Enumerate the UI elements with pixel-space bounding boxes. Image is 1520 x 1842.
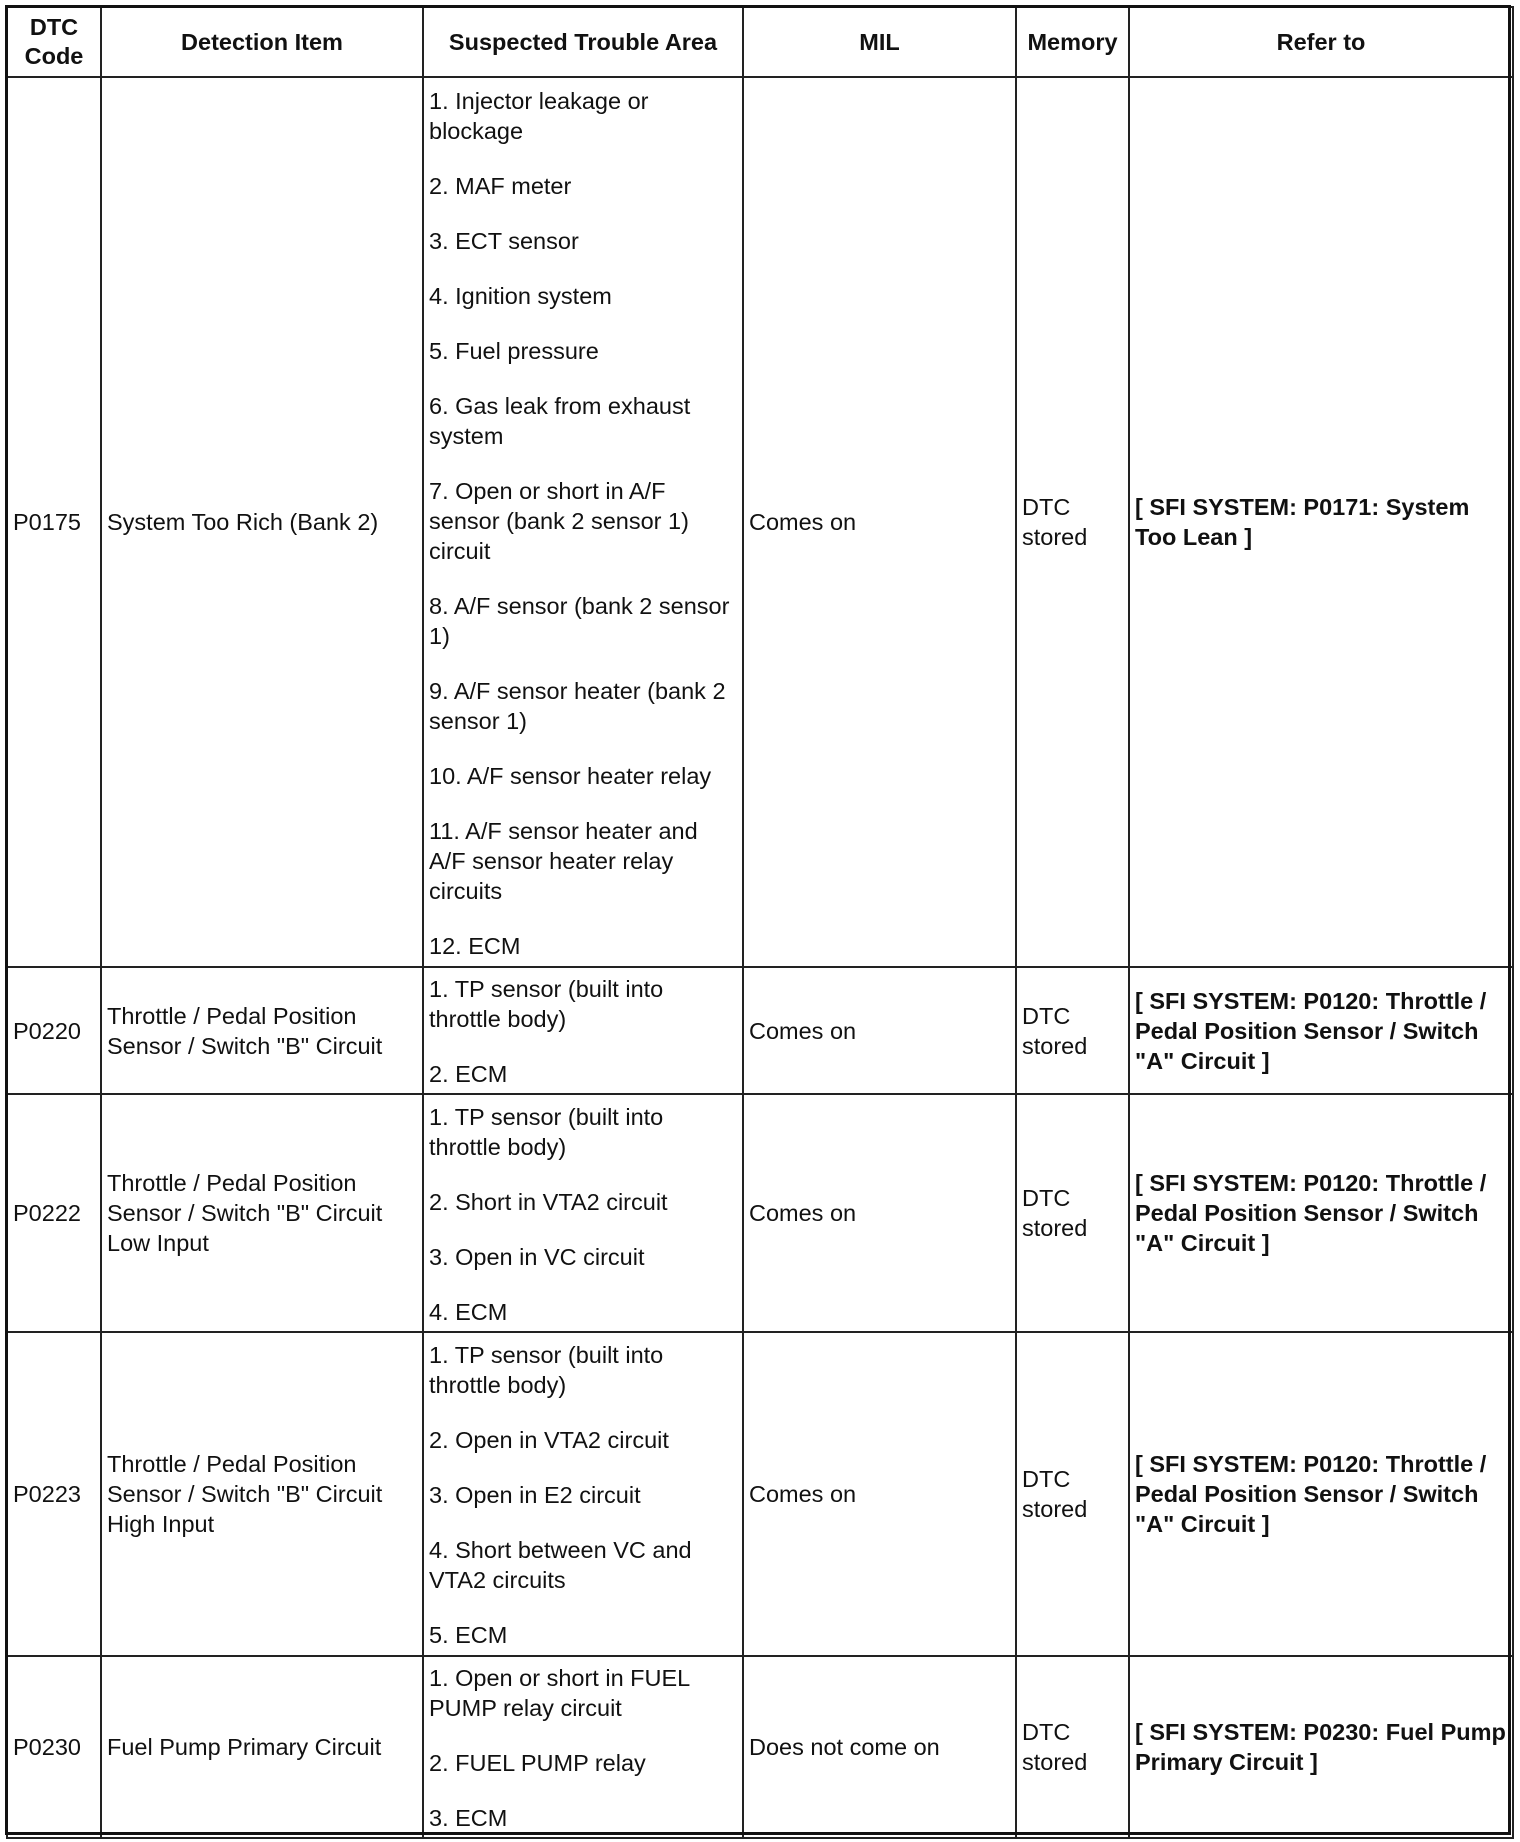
header-detection-item: Detection Item — [101, 7, 423, 77]
detection-item-cell: System Too Rich (Bank 2) — [101, 77, 423, 967]
mil-cell: Comes on — [743, 77, 1016, 967]
list-item: 11. A/F sensor heater and A/F sensor heater relay circuits — [429, 817, 698, 904]
list-item: 8. A/F sensor (bank 2 sensor 1) — [429, 592, 730, 649]
table-body — [7, 77, 1513, 1838]
refer-to-link[interactable]: [ SFI SYSTEM: P0120: Throttle / Pedal Position Sensor / Switch "A" Circuit ] — [1129, 1094, 1513, 1332]
list-item: 6. Gas leak from exhaust system — [429, 392, 691, 449]
suspected-area-list — [429, 1334, 737, 1654]
suspected-area-cell — [423, 1656, 743, 1838]
header-mil: MIL — [743, 7, 1016, 77]
list-item: 2. Short in VTA2 circuit — [429, 1188, 668, 1215]
header-memory: Memory — [1016, 7, 1129, 77]
list-item: 5. Fuel pressure — [429, 337, 599, 364]
dtc-table — [6, 6, 1514, 1839]
suspected-area-list — [429, 80, 737, 965]
table-row — [7, 77, 1513, 967]
header-refer-to: Refer to — [1129, 7, 1513, 77]
suspected-area-cell — [423, 1332, 743, 1656]
suspected-area-list — [429, 1657, 737, 1837]
suspected-area-list — [429, 968, 737, 1093]
memory-cell: DTC stored — [1016, 1332, 1129, 1656]
list-item: 5. ECM — [429, 1622, 508, 1648]
list-item: 3. ECM — [429, 1805, 508, 1831]
list-item: 3. Open in VC circuit — [429, 1243, 645, 1270]
header-suspected-trouble-area: Suspected Trouble Area — [423, 7, 743, 77]
list-item: 1. TP sensor (built into throttle body) — [429, 1342, 664, 1398]
suspected-area-cell — [423, 1094, 743, 1332]
list-item: 7. Open or short in A/F sensor (bank 2 sensor 1) circuit — [429, 477, 689, 564]
list-item: 3. Open in E2 circuit — [429, 1482, 641, 1508]
table-row — [7, 1094, 1513, 1332]
list-item: 2. ECM — [429, 1061, 508, 1087]
table-row — [7, 967, 1513, 1094]
dtc-code-cell: P0223 — [7, 1332, 101, 1656]
detection-item-cell: Throttle / Pedal Position Sensor / Switch "B" Circuit — [101, 967, 423, 1094]
detection-item-cell: Fuel Pump Primary Circuit — [101, 1656, 423, 1838]
memory-cell: DTC stored — [1016, 1094, 1129, 1332]
mil-cell: Comes on — [743, 1332, 1016, 1656]
mil-cell: Comes on — [743, 967, 1016, 1094]
dtc-code-cell: P0175 — [7, 77, 101, 967]
header-row — [7, 7, 1513, 77]
detection-item-cell: Throttle / Pedal Position Sensor / Switch "B" Circuit High Input — [101, 1332, 423, 1656]
list-item: 2. MAF meter — [429, 172, 572, 199]
list-item: 1. TP sensor (built into throttle body) — [429, 1103, 664, 1160]
refer-to-link[interactable]: [ SFI SYSTEM: P0120: Throttle / Pedal Position Sensor / Switch "A" Circuit ] — [1129, 967, 1513, 1094]
list-item: 10. A/F sensor heater relay — [429, 762, 712, 789]
dtc-code-cell: P0220 — [7, 967, 101, 1094]
header-dtc-code: DTC Code — [7, 7, 101, 77]
list-item: 1. TP sensor (built into throttle body) — [429, 976, 664, 1032]
list-item: 2. FUEL PUMP relay — [429, 1750, 646, 1776]
list-item: 12. ECM — [429, 932, 521, 959]
refer-to-link[interactable]: [ SFI SYSTEM: P0120: Throttle / Pedal Position Sensor / Switch "A" Circuit ] — [1129, 1332, 1513, 1656]
detection-item-cell: Throttle / Pedal Position Sensor / Switch "B" Circuit Low Input — [101, 1094, 423, 1332]
dtc-code-cell: P0222 — [7, 1094, 101, 1332]
table-row — [7, 1332, 1513, 1656]
suspected-area-list — [429, 1096, 737, 1331]
list-item: 2. Open in VTA2 circuit — [429, 1427, 669, 1453]
list-item: 3. ECT sensor — [429, 227, 579, 254]
refer-to-link[interactable]: [ SFI SYSTEM: P0230: Fuel Pump Primary Circuit ] — [1129, 1656, 1513, 1838]
table-row — [7, 1656, 1513, 1838]
list-item: 4. Short between VC and VTA2 circuits — [429, 1537, 692, 1593]
refer-to-link[interactable]: [ SFI SYSTEM: P0171: System Too Lean ] — [1129, 77, 1513, 967]
memory-cell: DTC stored — [1016, 77, 1129, 967]
mil-cell: Comes on — [743, 1094, 1016, 1332]
table-header — [7, 7, 1513, 77]
memory-cell: DTC stored — [1016, 1656, 1129, 1838]
list-item: 4. Ignition system — [429, 282, 612, 309]
list-item: 1. Injector leakage or blockage — [429, 87, 649, 144]
list-item: 4. ECM — [429, 1298, 508, 1325]
suspected-area-cell — [423, 967, 743, 1094]
mil-cell: Does not come on — [743, 1656, 1016, 1838]
suspected-area-cell — [423, 77, 743, 967]
list-item: 1. Open or short in FUEL PUMP relay circuit — [429, 1665, 690, 1721]
memory-cell: DTC stored — [1016, 967, 1129, 1094]
list-item: 9. A/F sensor heater (bank 2 sensor 1) — [429, 677, 726, 734]
dtc-code-cell: P0230 — [7, 1656, 101, 1838]
